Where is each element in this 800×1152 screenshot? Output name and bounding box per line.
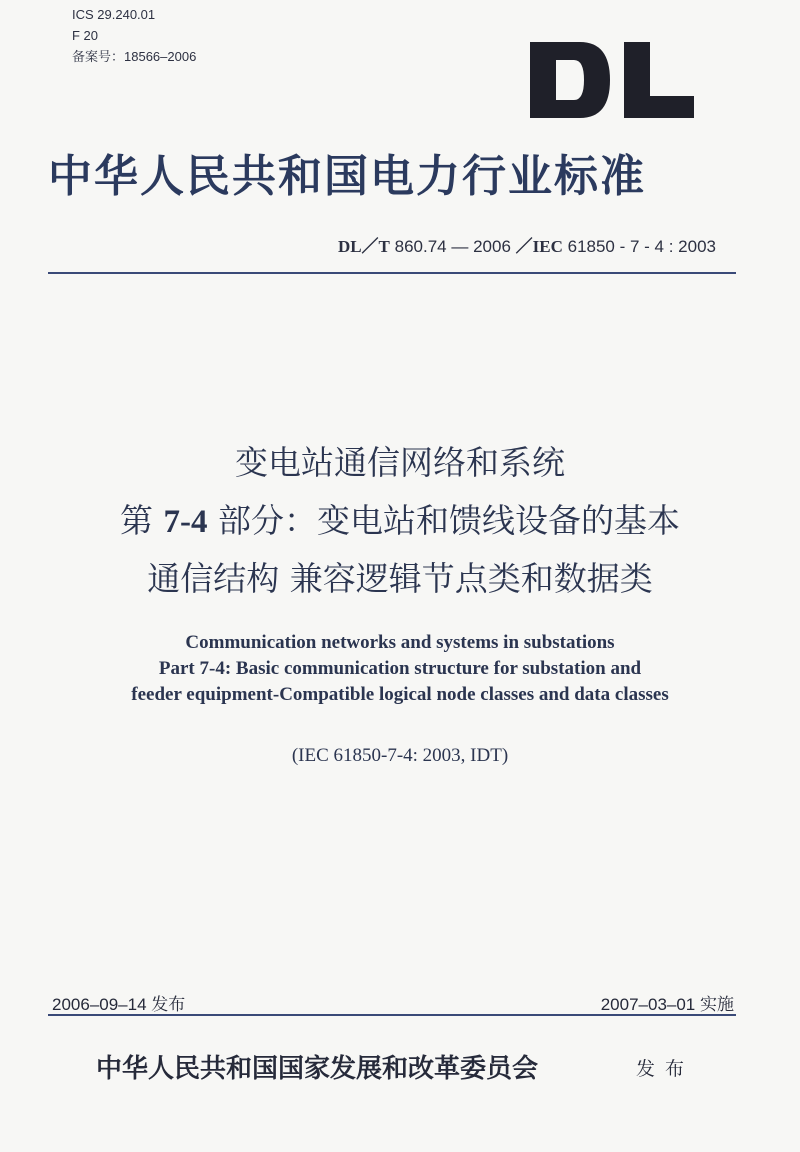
std-number: 860.74 — 2006: [394, 237, 511, 256]
classification-block: [72, 4, 196, 67]
title-cn-line3: 通信结构 兼容逻辑节点类和数据类: [147, 559, 653, 598]
title-en-line2: Part 7-4: Basic communication structure for substation and: [158, 658, 642, 679]
header-divider: [48, 272, 736, 274]
issue-date: 2006–09–14 发布: [52, 995, 186, 1014]
title-cn-line2-a: 第: [120, 501, 153, 540]
title-cn-line2: [40, 495, 760, 542]
ics-code: ICS 29.240.01: [72, 7, 156, 22]
std-prefix: DL／T: [337, 237, 390, 256]
org-title: 中华人民共和国电力行业标准: [48, 151, 646, 202]
class-code: F 20: [72, 28, 99, 43]
publish-label: 发布: [636, 1058, 695, 1080]
effective-date: 2007–03–01 实施: [600, 995, 734, 1014]
iec-equivalence: (IEC 61850-7-4: 2003, IDT): [291, 745, 509, 766]
title-cn-part-number: 7-4: [163, 504, 208, 540]
title-en-line1: Communication networks and systems in substations: [185, 632, 615, 653]
iec-number: 61850 - 7 - 4 : 2003: [567, 237, 716, 256]
issuing-authority: 中华人民共和国国家发展和改革委员会: [96, 1054, 539, 1084]
dl-logo: [528, 40, 696, 120]
title-en-line3: feeder equipment-Compatible logical node classes and data classes: [131, 684, 669, 705]
standard-code: [0, 232, 716, 257]
title-cn-line2-b: 部分：变电站和馈线设备的基本: [218, 501, 680, 540]
title-cn-line1: 变电站通信网络和系统: [235, 443, 565, 482]
iec-prefix: ／IEC: [515, 237, 563, 256]
footer-divider: [48, 1014, 736, 1016]
record-number: 备案号：18566–2006: [72, 49, 197, 64]
